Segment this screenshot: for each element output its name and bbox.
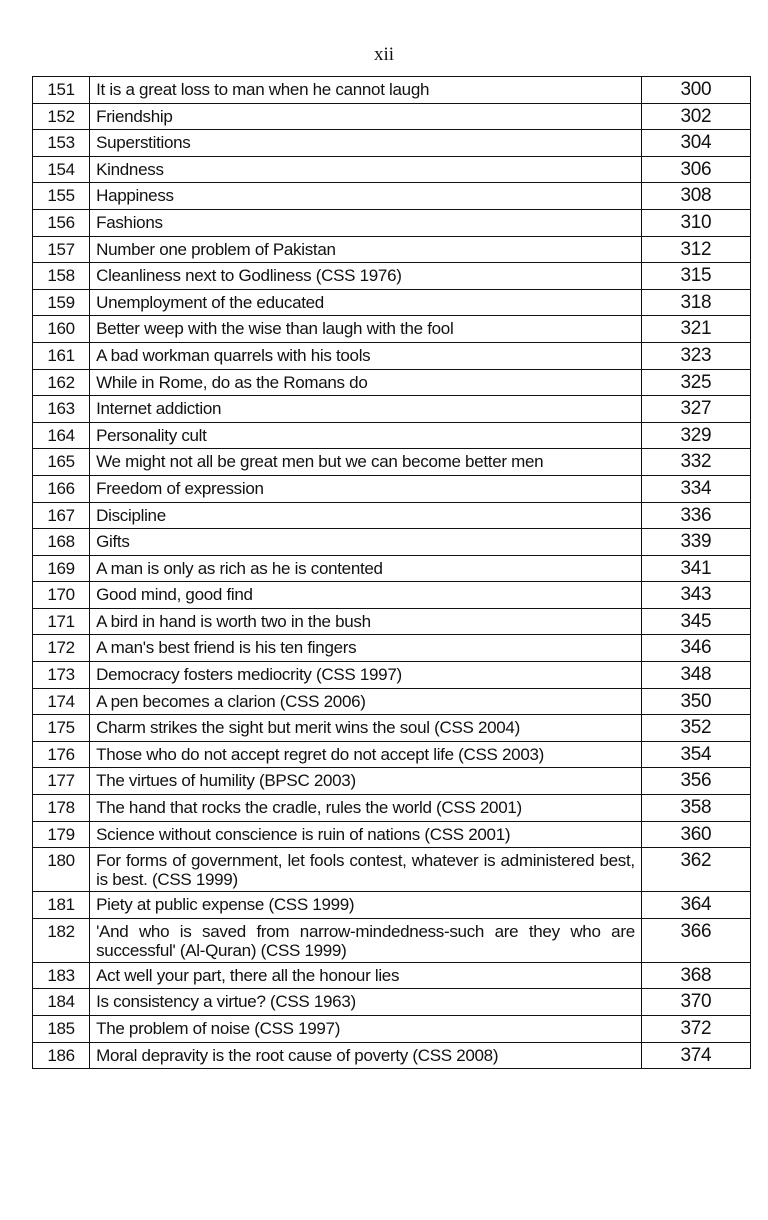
table-row — [33, 662, 751, 689]
entry-title: Science without conscience is ruin of nations (CSS 2001) — [90, 821, 642, 848]
entry-number: 183 — [33, 962, 90, 989]
entry-number: 151 — [33, 77, 90, 104]
entry-number: 154 — [33, 156, 90, 183]
entry-page: 374 — [641, 1042, 750, 1069]
table-row — [33, 768, 751, 795]
table-row — [33, 529, 751, 556]
table-row — [33, 422, 751, 449]
entry-number: 175 — [33, 715, 90, 742]
table-row — [33, 342, 751, 369]
entry-page: 312 — [641, 236, 750, 263]
contents-table-body — [33, 77, 751, 1069]
entry-title: The hand that rocks the cradle, rules the world (CSS 2001) — [90, 795, 642, 822]
entry-number: 169 — [33, 555, 90, 582]
entry-title: Gifts — [90, 529, 642, 556]
entry-number: 162 — [33, 369, 90, 396]
entry-title: For forms of government, let fools contest, whatever is administered best, is best. (CSS 1999) — [90, 848, 642, 892]
entry-page: 356 — [641, 768, 750, 795]
entry-title: Freedom of expression — [90, 475, 642, 502]
entry-number: 156 — [33, 209, 90, 236]
entry-page: 368 — [641, 962, 750, 989]
entry-title: Those who do not accept regret do not accept life (CSS 2003) — [90, 741, 642, 768]
entry-title: Discipline — [90, 502, 642, 529]
entry-number: 182 — [33, 918, 90, 962]
table-row — [33, 183, 751, 210]
table-row — [33, 795, 751, 822]
table-row — [33, 715, 751, 742]
entry-title: Cleanliness next to Godliness (CSS 1976) — [90, 263, 642, 290]
table-row — [33, 103, 751, 130]
entry-number: 171 — [33, 608, 90, 635]
entry-page: 345 — [641, 608, 750, 635]
table-row — [33, 130, 751, 157]
entry-title: The problem of noise (CSS 1997) — [90, 1016, 642, 1043]
entry-number: 178 — [33, 795, 90, 822]
entry-number: 179 — [33, 821, 90, 848]
entry-page: 321 — [641, 316, 750, 343]
entry-title: Charm strikes the sight but merit wins the soul (CSS 2004) — [90, 715, 642, 742]
entry-title: Democracy fosters mediocrity (CSS 1997) — [90, 662, 642, 689]
entry-title: Friendship — [90, 103, 642, 130]
entry-page: 329 — [641, 422, 750, 449]
table-row — [33, 396, 751, 423]
table-row — [33, 1016, 751, 1043]
entry-title: Unemployment of the educated — [90, 289, 642, 316]
table-row — [33, 688, 751, 715]
entry-title: Is consistency a virtue? (CSS 1963) — [90, 989, 642, 1016]
entry-number: 158 — [33, 263, 90, 290]
entry-number: 159 — [33, 289, 90, 316]
entry-title: Piety at public expense (CSS 1999) — [90, 892, 642, 919]
page-number: xii — [373, 44, 395, 65]
table-row — [33, 1042, 751, 1069]
entry-page: 343 — [641, 582, 750, 609]
entry-title: Fashions — [90, 209, 642, 236]
entry-page: 358 — [641, 795, 750, 822]
entry-title: Kindness — [90, 156, 642, 183]
entry-number: 185 — [33, 1016, 90, 1043]
entry-number: 167 — [33, 502, 90, 529]
entry-page: 354 — [641, 741, 750, 768]
entry-page: 339 — [641, 529, 750, 556]
entry-title: Moral depravity is the root cause of poverty (CSS 2008) — [90, 1042, 642, 1069]
table-row — [33, 316, 751, 343]
entry-number: 161 — [33, 342, 90, 369]
entry-page: 352 — [641, 715, 750, 742]
entry-title: A pen becomes a clarion (CSS 2006) — [90, 688, 642, 715]
table-row — [33, 289, 751, 316]
entry-page: 327 — [641, 396, 750, 423]
entry-page: 302 — [641, 103, 750, 130]
entry-number: 180 — [33, 848, 90, 892]
entry-page: 332 — [641, 449, 750, 476]
table-row — [33, 582, 751, 609]
entry-number: 160 — [33, 316, 90, 343]
entry-title: Happiness — [90, 183, 642, 210]
entry-number: 176 — [33, 741, 90, 768]
entry-page: 315 — [641, 263, 750, 290]
table-row — [33, 555, 751, 582]
entry-title: A man is only as rich as he is contented — [90, 555, 642, 582]
table-row — [33, 502, 751, 529]
entry-page: 372 — [641, 1016, 750, 1043]
entry-number: 173 — [33, 662, 90, 689]
entry-page: 300 — [641, 77, 750, 104]
entry-page: 362 — [641, 848, 750, 892]
entry-title: Good mind, good find — [90, 582, 642, 609]
entry-title: Better weep with the wise than laugh with the fool — [90, 316, 642, 343]
entry-number: 166 — [33, 475, 90, 502]
entry-title: 'And who is saved from narrow-mindedness-such are they who are successful' (Al-Quran) (CSS 1999) — [90, 918, 642, 962]
table-row — [33, 918, 751, 962]
entry-title: It is a great loss to man when he cannot laugh — [90, 77, 642, 104]
entry-number: 163 — [33, 396, 90, 423]
entry-title: Superstitions — [90, 130, 642, 157]
table-row — [33, 263, 751, 290]
entry-title: We might not all be great men but we can become better men — [90, 449, 642, 476]
table-row — [33, 635, 751, 662]
entry-title: A bird in hand is worth two in the bush — [90, 608, 642, 635]
table-row — [33, 369, 751, 396]
entry-page: 370 — [641, 989, 750, 1016]
entry-page: 334 — [641, 475, 750, 502]
table-row — [33, 77, 751, 104]
table-row — [33, 209, 751, 236]
table-row — [33, 892, 751, 919]
entry-page: 323 — [641, 342, 750, 369]
entry-number: 186 — [33, 1042, 90, 1069]
entry-number: 172 — [33, 635, 90, 662]
entry-page: 346 — [641, 635, 750, 662]
contents-table — [32, 76, 751, 1069]
entry-number: 174 — [33, 688, 90, 715]
table-row — [33, 741, 751, 768]
entry-number: 152 — [33, 103, 90, 130]
table-row — [33, 475, 751, 502]
table-row — [33, 156, 751, 183]
table-row — [33, 962, 751, 989]
table-row — [33, 236, 751, 263]
entry-title: Number one problem of Pakistan — [90, 236, 642, 263]
entry-number: 177 — [33, 768, 90, 795]
entry-page: 306 — [641, 156, 750, 183]
entry-page: 364 — [641, 892, 750, 919]
entry-page: 348 — [641, 662, 750, 689]
entry-number: 168 — [33, 529, 90, 556]
table-row — [33, 449, 751, 476]
entry-title: Personality cult — [90, 422, 642, 449]
entry-page: 360 — [641, 821, 750, 848]
entry-title: The virtues of humility (BPSC 2003) — [90, 768, 642, 795]
table-row — [33, 821, 751, 848]
entry-number: 181 — [33, 892, 90, 919]
entry-page: 318 — [641, 289, 750, 316]
table-row — [33, 608, 751, 635]
entry-page: 325 — [641, 369, 750, 396]
entry-page: 341 — [641, 555, 750, 582]
entry-page: 350 — [641, 688, 750, 715]
entry-title: Internet addiction — [90, 396, 642, 423]
table-row — [33, 989, 751, 1016]
entry-number: 184 — [33, 989, 90, 1016]
entry-title: Act well your part, there all the honour lies — [90, 962, 642, 989]
entry-number: 157 — [33, 236, 90, 263]
entry-number: 153 — [33, 130, 90, 157]
entry-page: 308 — [641, 183, 750, 210]
table-row — [33, 848, 751, 892]
entry-page: 310 — [641, 209, 750, 236]
entry-title: While in Rome, do as the Romans do — [90, 369, 642, 396]
entry-title: A man's best friend is his ten fingers — [90, 635, 642, 662]
entry-page: 366 — [641, 918, 750, 962]
entry-number: 155 — [33, 183, 90, 210]
entry-page: 336 — [641, 502, 750, 529]
entry-number: 164 — [33, 422, 90, 449]
entry-page: 304 — [641, 130, 750, 157]
entry-number: 165 — [33, 449, 90, 476]
entry-title: A bad workman quarrels with his tools — [90, 342, 642, 369]
entry-number: 170 — [33, 582, 90, 609]
